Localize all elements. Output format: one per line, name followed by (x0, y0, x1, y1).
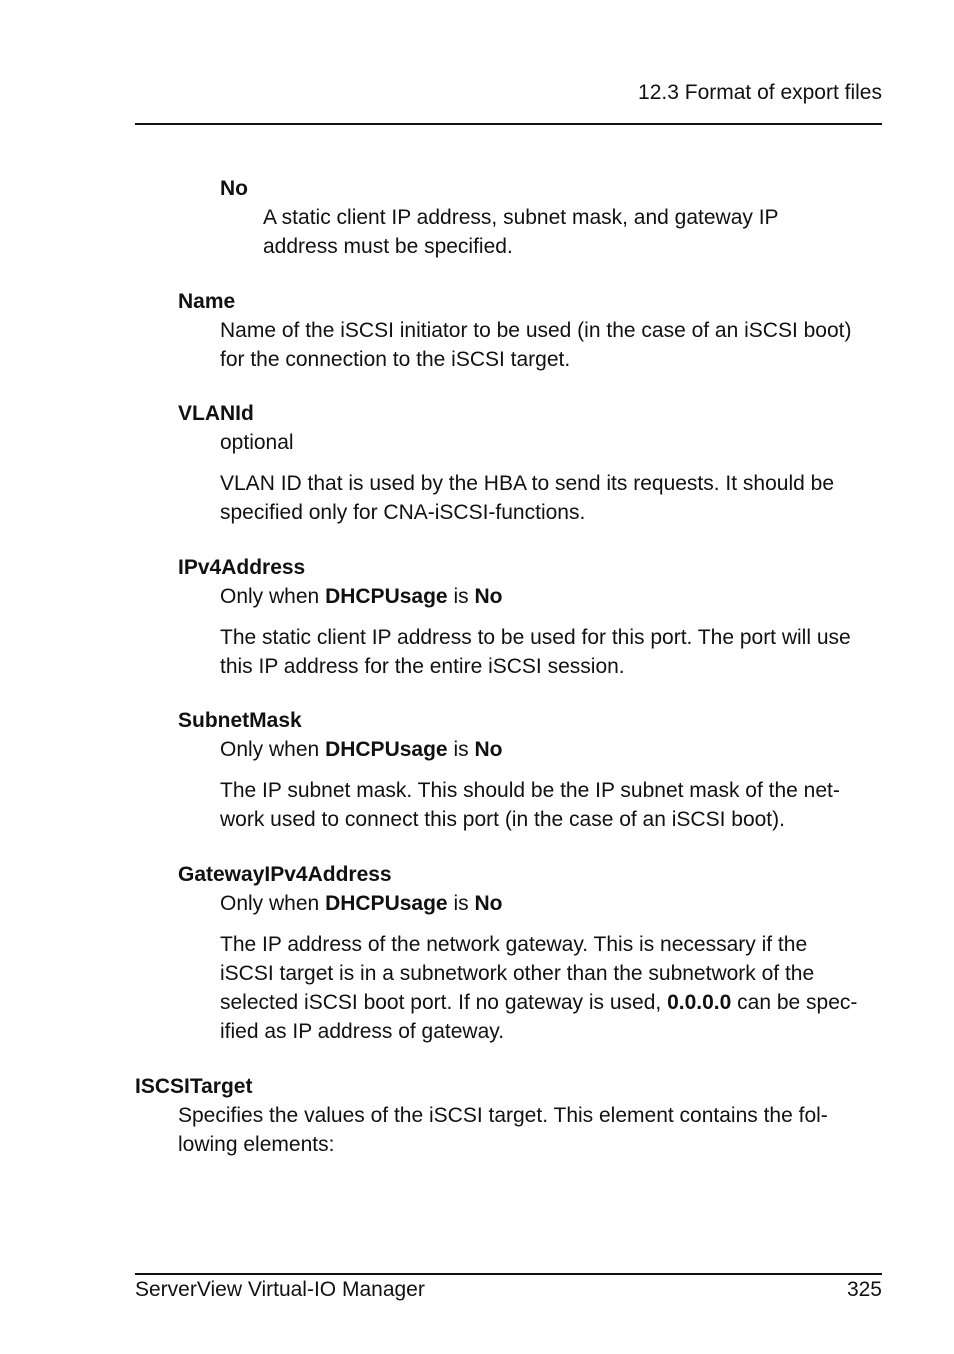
desc-ipv4address-line2: this IP address for the entire iSCSI session. (220, 655, 625, 678)
desc-no-line1: A static client IP address, subnet mask, and gateway IP (263, 206, 779, 229)
condition-ipv4address (220, 582, 502, 611)
condition-value: No (474, 585, 503, 608)
term-name: Name (178, 290, 236, 313)
condition-mid: is (447, 585, 475, 608)
term-no: No (220, 177, 248, 200)
condition-prefix: Only when (220, 892, 326, 915)
condition-mid: is (447, 738, 475, 761)
desc-vlanid-line1: VLAN ID that is used by the HBA to send its requests. It should be (220, 472, 835, 495)
term-iscsitarget: ISCSITarget (135, 1075, 253, 1098)
condition-prefix: Only when (220, 738, 326, 761)
desc-iscsitarget-line1: Specifies the values of the iSCSI target. This element contains the fol- (178, 1104, 828, 1127)
condition-field: DHCPUsage (325, 892, 448, 915)
note-vlanid: optional (220, 431, 294, 454)
desc-subnetmask-line2: work used to connect this port (in the case of an iSCSI boot). (220, 808, 785, 831)
desc-gateway-line3 (220, 988, 857, 1017)
condition-subnetmask (220, 735, 502, 764)
term-gatewayipv4address: GatewayIPv4Address (178, 863, 392, 886)
running-header: 12.3 Format of export files (638, 81, 882, 104)
term-ipv4address: IPv4Address (178, 556, 306, 579)
condition-field: DHCPUsage (325, 585, 448, 608)
desc-gateway-line4: ified as IP address of gateway. (220, 1020, 505, 1043)
desc-gateway-line1: The IP address of the network gateway. This is necessary if the (220, 933, 808, 956)
condition-field: DHCPUsage (325, 738, 448, 761)
term-vlanid: VLANId (178, 402, 254, 425)
header-rule (135, 123, 882, 125)
condition-prefix: Only when (220, 585, 326, 608)
term-subnetmask: SubnetMask (178, 709, 302, 732)
condition-mid: is (447, 892, 475, 915)
desc-no-line2: address must be specified. (263, 235, 513, 258)
desc-name-line2: for the connection to the iSCSI target. (220, 348, 571, 371)
condition-value: No (474, 738, 503, 761)
desc-gateway-line2: iSCSI target is in a subnetwork other than the subnetwork of the (220, 962, 815, 985)
desc-iscsitarget-line2: lowing elements: (178, 1133, 335, 1156)
default-gateway-value: 0.0.0.0 (667, 991, 732, 1014)
desc-ipv4address-line1: The static client IP address to be used for this port. The port will use (220, 626, 851, 649)
footer-product: ServerView Virtual-IO Manager (135, 1278, 425, 1301)
page-number: 325 (846, 1278, 882, 1301)
desc-subnetmask-line1: The IP subnet mask. This should be the IP subnet mask of the net- (220, 779, 840, 802)
desc-name-line1: Name of the iSCSI initiator to be used (in the case of an iSCSI boot) (220, 319, 852, 342)
desc-gateway-text: selected iSCSI boot port. If no gateway is used, (220, 991, 668, 1014)
desc-gateway-text: can be spec- (731, 991, 858, 1014)
condition-value: No (474, 892, 503, 915)
desc-vlanid-line2: specified only for CNA-iSCSI-functions. (220, 501, 586, 524)
condition-gatewayipv4address (220, 889, 502, 918)
